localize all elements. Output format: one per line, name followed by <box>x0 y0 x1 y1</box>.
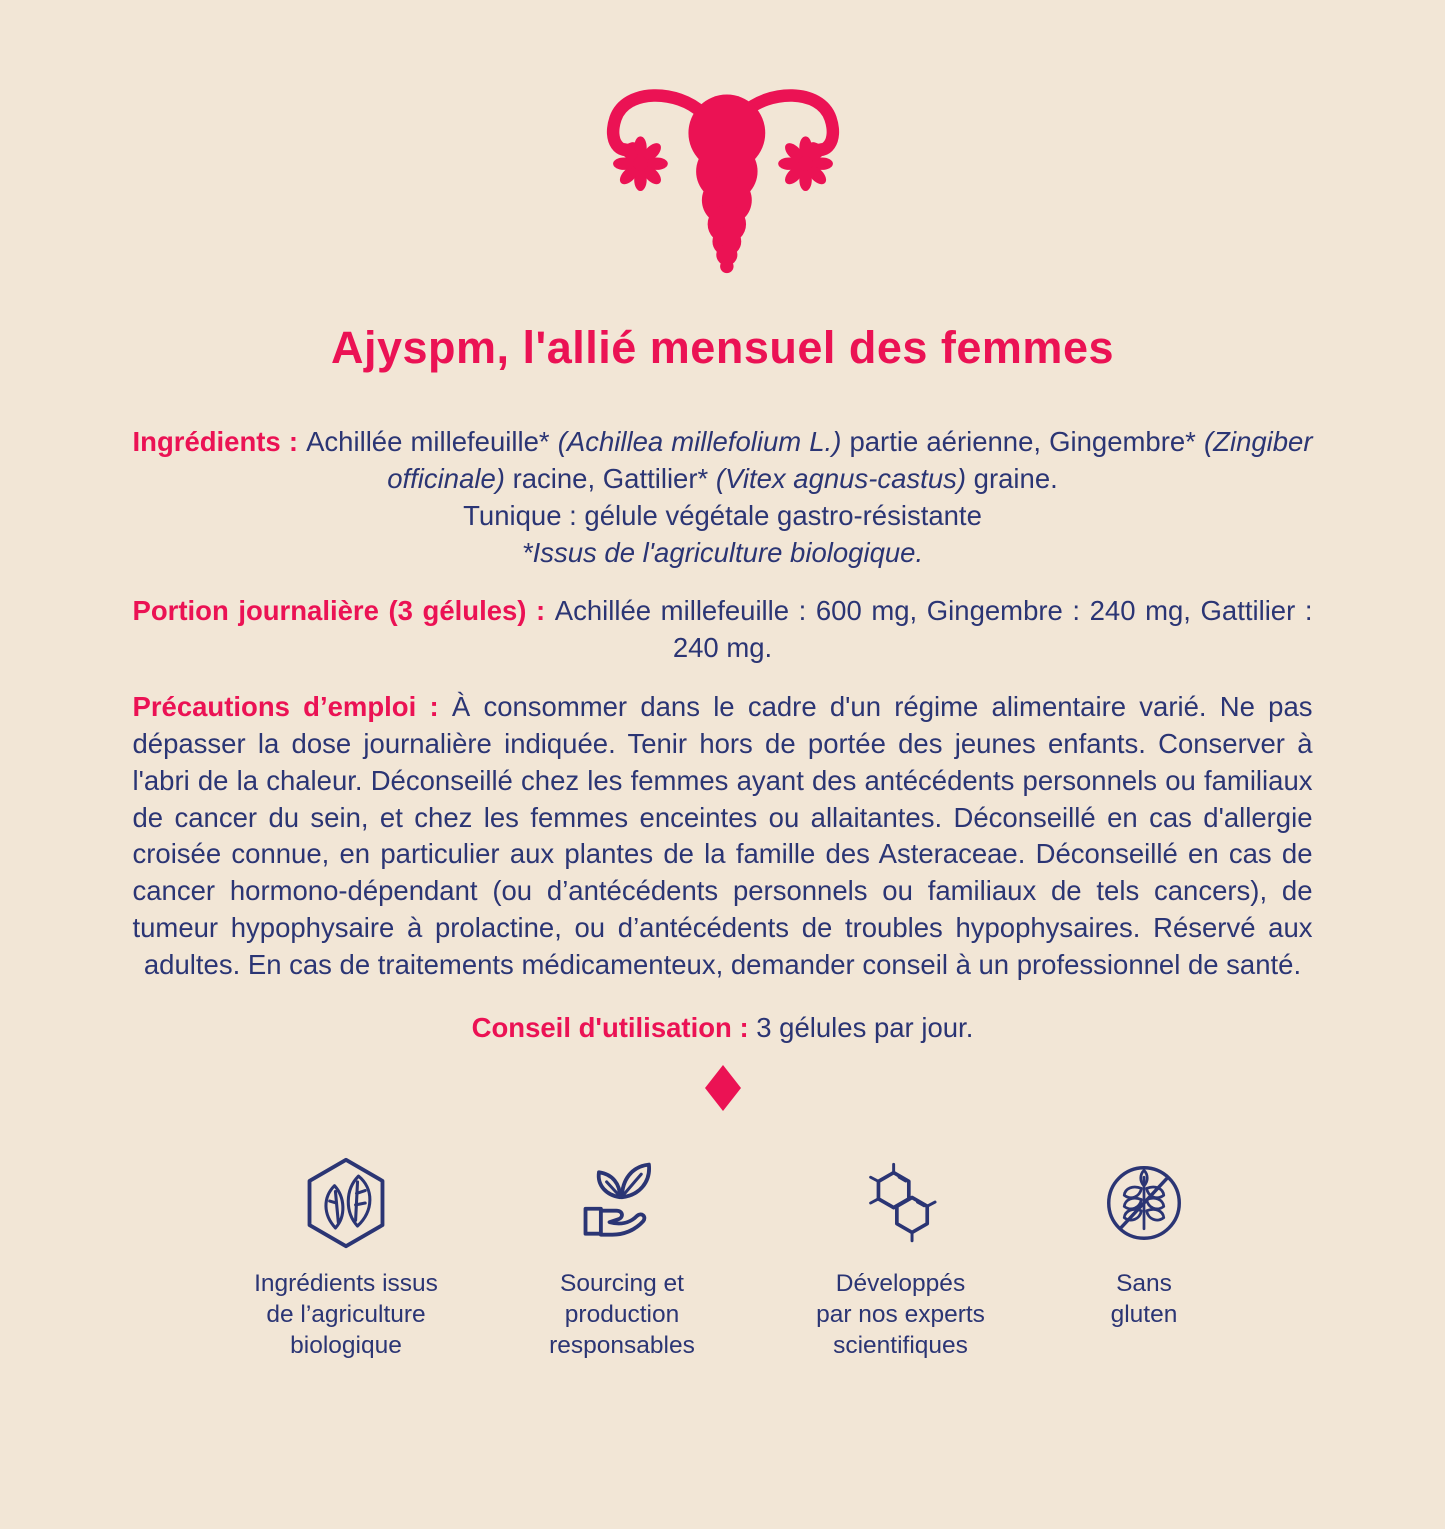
badge-organic <box>241 1152 451 1361</box>
badge-row <box>133 1152 1313 1361</box>
usage-advice-label: Conseil d'utilisation : <box>471 1011 757 1043</box>
hand-plant-icon <box>574 1155 670 1251</box>
section-usage-advice <box>133 1010 1313 1047</box>
badge-sourcing <box>527 1152 717 1361</box>
portion-paragraph <box>133 593 1313 667</box>
badge-icon-box <box>1101 1152 1187 1254</box>
diamond-icon <box>705 1065 741 1111</box>
ingredients-text: Achillée millefeuille* <box>306 426 558 457</box>
badge-label-line: Ingrédients issus <box>254 1269 438 1297</box>
badge-experts <box>793 1152 1008 1361</box>
badge-label-line: par nos experts <box>816 1300 985 1328</box>
organic-hexagon-leaves-icon <box>298 1155 394 1251</box>
badge-label-line: Sourcing et <box>560 1269 684 1297</box>
molecule-hexagons-icon <box>855 1157 947 1249</box>
ingredients-latin-name: (Vitex agnus-castus) <box>715 462 967 494</box>
badge-label-line: biologique <box>290 1331 402 1359</box>
label-sheet <box>133 84 1313 1361</box>
section-precautions <box>133 689 1313 984</box>
precautions-label: Précautions d’emploi : <box>132 691 452 723</box>
section-portion <box>133 593 1313 667</box>
badge-label-line: Développés <box>835 1269 966 1297</box>
separator <box>133 1065 1313 1116</box>
ingredients-latin-name: (Achillea millefolium L.) <box>557 426 842 457</box>
section-ingredients <box>133 424 1313 571</box>
ingredients-text: partie aérienne, Gingembre* <box>841 426 1204 457</box>
badge-label-line: scientifiques <box>833 1331 968 1359</box>
ingredients-paragraph <box>133 424 1313 498</box>
page-title: Ajyspm, l'allié mensuel des femmes <box>330 322 1115 373</box>
badge-label-line: Sans <box>1116 1269 1172 1297</box>
ingredients-label: Ingrédients : <box>132 426 307 457</box>
ingredients-latin-name: (Zingiber officinale) <box>387 426 1313 494</box>
badge-label-line: responsables <box>549 1331 695 1359</box>
portion-text: Achillée millefeuille : 600 mg, Gingembre : 240 mg, Gattilier : 240 mg. <box>554 595 1313 664</box>
precautions-paragraph <box>133 689 1313 984</box>
organic-footnote: *Issus de l'agriculture biologique. <box>521 536 924 568</box>
badge-icon-box <box>855 1152 947 1254</box>
badge-label-line: de l’agriculture <box>266 1300 426 1328</box>
badge-label-line: production <box>564 1300 680 1328</box>
badge-label-line: gluten <box>1110 1300 1178 1328</box>
badge-icon-box <box>574 1152 670 1254</box>
badge-icon-box <box>298 1152 394 1254</box>
uterus-flowers-icon <box>603 84 843 276</box>
badge-gluten-free <box>1084 1152 1204 1330</box>
capsule-shell-line: Tunique : gélule végétale gastro-résistante <box>463 499 982 531</box>
no-gluten-wheat-icon <box>1101 1160 1187 1246</box>
precautions-text: À consommer dans le cadre d'un régime alimentaire varié. Ne pas dépasser la dose journalière indiquée. Tenir hors de portée des jeunes enfants. Conserver à l'abri de la chaleur. Déconseillé chez les femmes ayant des antécédents personnels ou familiaux de cancer du sein, et chez les femmes enceintes ou allaitantes. Déconseillé en cas d'allergie croisée connue, en particulier aux plantes de la famille des Asteraceae. Déconseillé en cas de cancer hormono-dépendant (ou d’antécédents personnels ou familiaux de tels cancers), de tumeur hypophysaire à prolactine, ou d’antécédents de troubles hypophysaires. Réservé aux adultes. En cas de traitements médicamenteux, demander conseil à un professionnel de santé. <box>132 691 1313 980</box>
usage-advice-line <box>133 1010 1313 1047</box>
ingredients-text: graine. <box>966 462 1058 494</box>
portion-label: Portion journalière (3 gélules) : <box>132 595 555 627</box>
ingredients-text: racine, Gattilier* <box>504 462 716 494</box>
usage-advice-text: 3 gélules par jour. <box>756 1011 974 1043</box>
